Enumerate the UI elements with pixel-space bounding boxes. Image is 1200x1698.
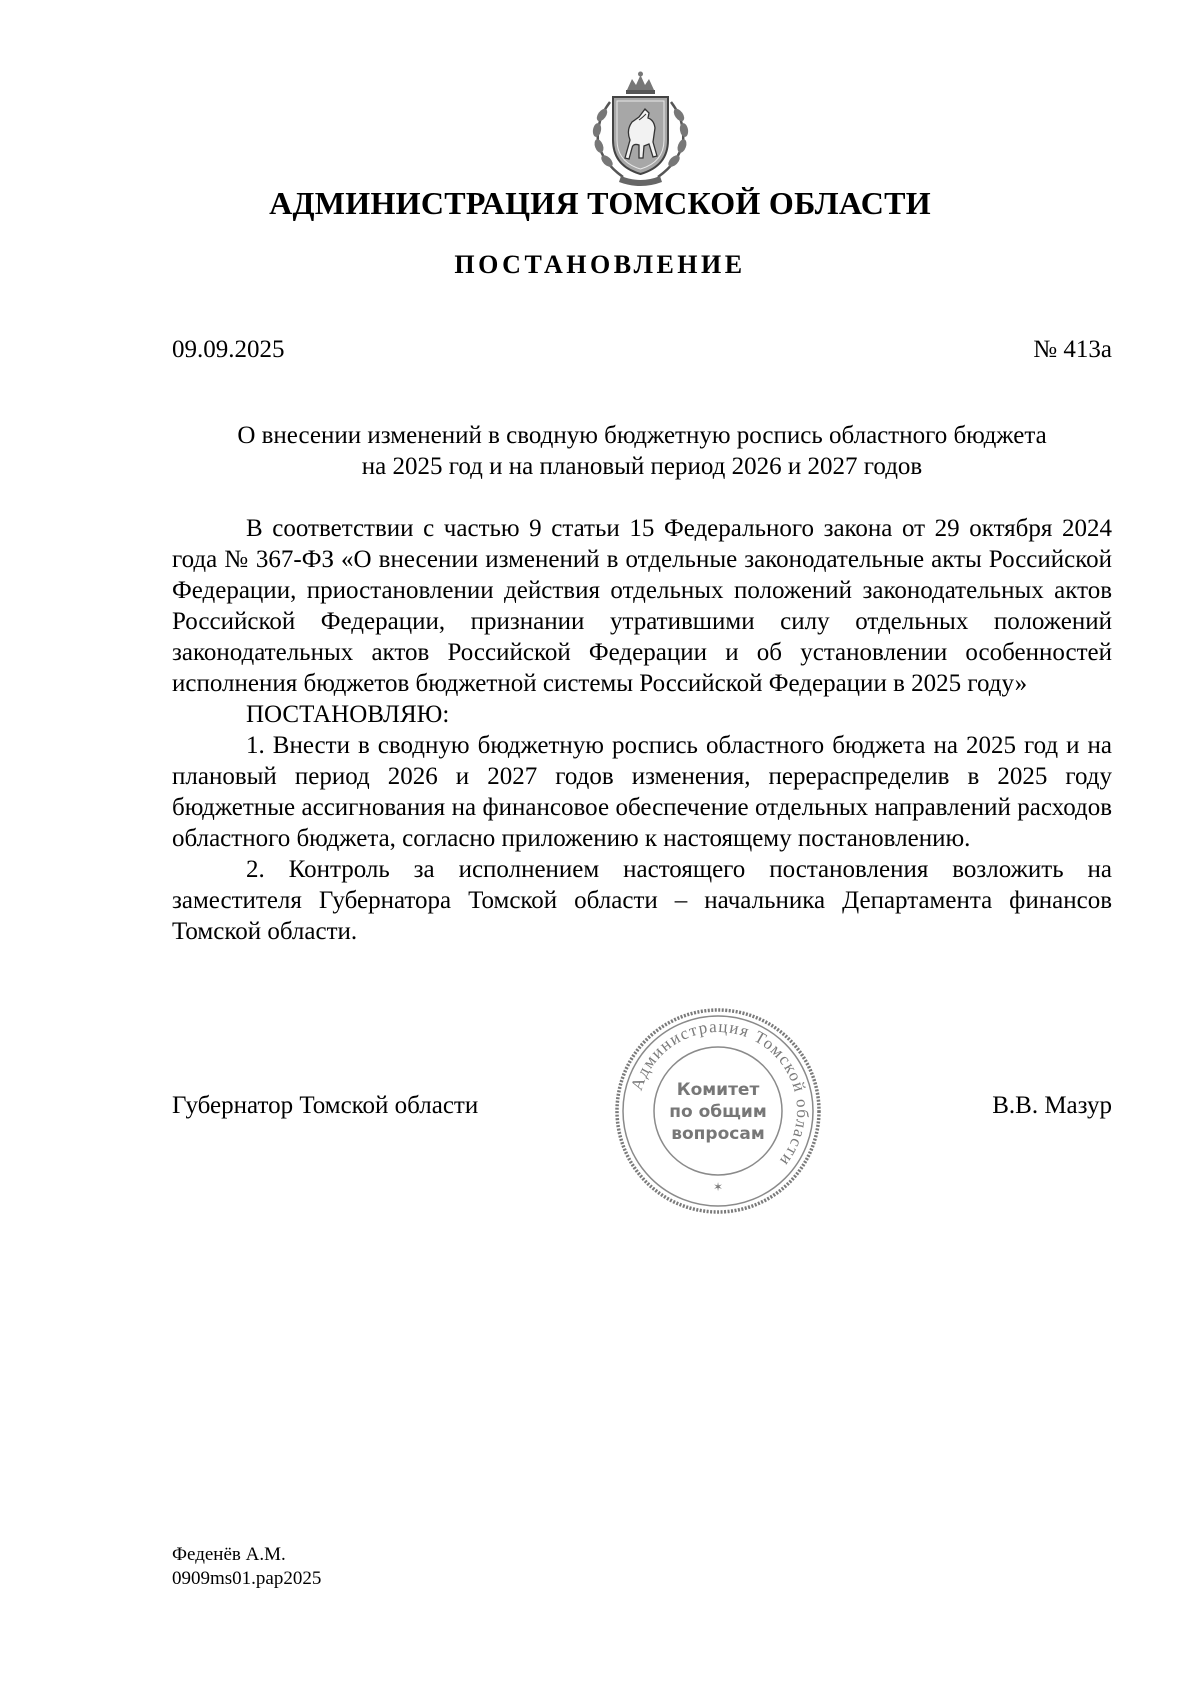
seal-text-line: Комитет xyxy=(676,1080,760,1100)
subject-line: О внесении изменений в сводную бюджетную роспись областного бюджета xyxy=(237,422,1047,449)
file-code: 0909ms01.pap2025 xyxy=(172,1568,322,1589)
seal-ring-text: Администрация Томской области xyxy=(627,1016,813,1171)
signer-name: В.В. Мазур xyxy=(992,1092,1112,1119)
document-subject xyxy=(172,420,1112,482)
executor-note xyxy=(172,1543,321,1591)
signatory-position: Губернатор Томской области xyxy=(172,1092,479,1119)
svg-text:✶: ✶ xyxy=(712,1180,724,1194)
decree-word: ПОСТАНОВЛЯЮ: xyxy=(246,701,450,728)
preamble-paragraph: В соответствии с частью 9 статьи 15 Федерального закона от 29 октября 2024 года № 367-ФЗ «О внесении изменений в отдельные законодательные акты Российской Федерации, приостановлении действия отдельных положений законодательных актов Российской Федерации, признании утратившими силу отдельных положений законодательных актов Российской Федерации и об установлении особенностей исполнения бюджетов бюджетной системы Российской Федерации в 2025 году» xyxy=(172,515,1112,697)
official-seal xyxy=(612,1005,824,1217)
document-body xyxy=(172,513,1112,947)
document-date: 09.09.2025 xyxy=(172,336,285,363)
decree-item: 2. Контроль за исполнением настоящего постановления возложить на заместителя Губернатора Томской области – начальника Департамента финансов Томской области. xyxy=(172,856,1112,945)
organization-title: АДМИНИСТРАЦИЯ ТОМСКОЙ ОБЛАСТИ xyxy=(269,185,931,221)
subject-line: на 2025 год и на плановый период 2026 и 2027 годов xyxy=(361,453,923,480)
seal-text-line: по общим xyxy=(669,1102,767,1122)
executor-name: Феденёв А.М. xyxy=(172,1544,286,1565)
document-number: № 413а xyxy=(1033,336,1112,363)
coat-of-arms-icon xyxy=(583,70,698,188)
document-type: ПОСТАНОВЛЕНИЕ xyxy=(454,250,746,279)
seal-text-line: вопросам xyxy=(671,1124,765,1144)
decree-item: 1. Внести в сводную бюджетную роспись областного бюджета на 2025 год и на плановый период 2026 и 2027 годов изменения, перераспределив в 2025 году бюджетные ассигнования на финансовое обеспечение отдельных направлений расходов областного бюджета, согласно приложению к настоящему постановлению. xyxy=(172,732,1112,852)
